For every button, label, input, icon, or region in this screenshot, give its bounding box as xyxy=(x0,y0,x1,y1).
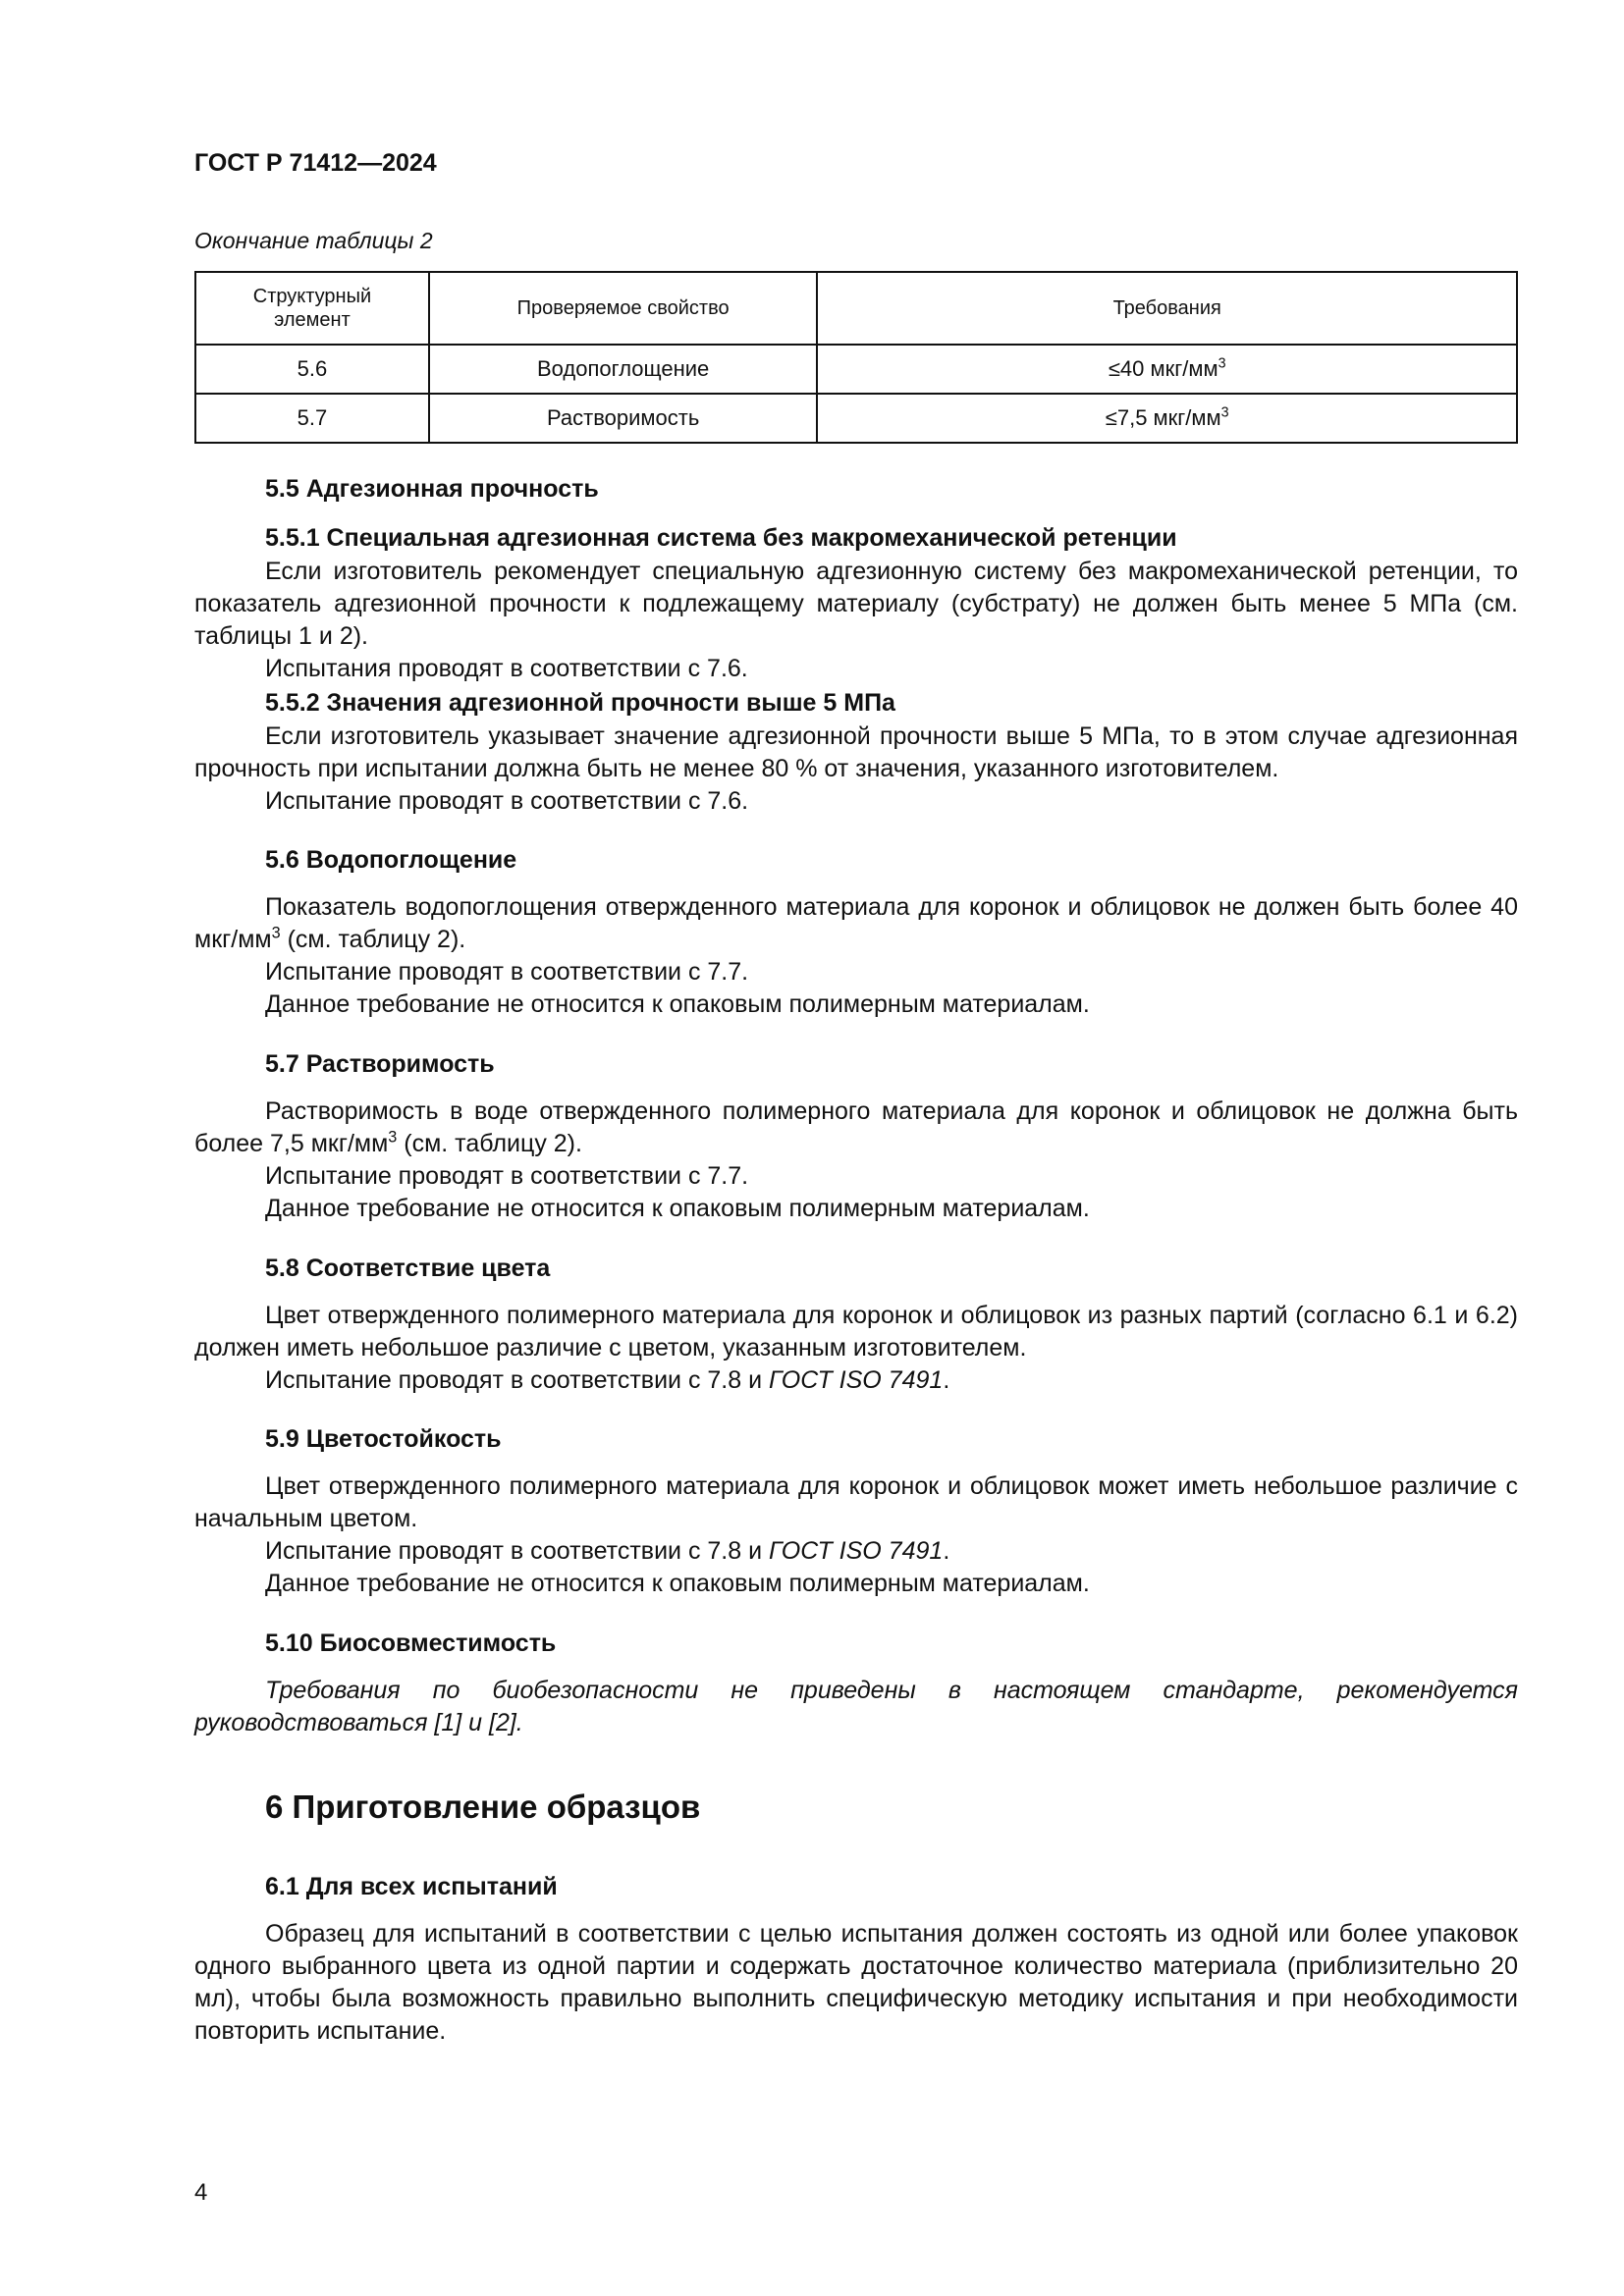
column-header: Требования xyxy=(817,272,1517,345)
paragraph xyxy=(194,1535,1518,1568)
cell-property: Водопоглощение xyxy=(429,345,817,394)
table-row xyxy=(195,345,1517,394)
standard-reference: ГОСТ ISO 7491 xyxy=(769,1366,944,1394)
requirements-table xyxy=(194,271,1518,444)
table-caption: Окончание таблицы 2 xyxy=(194,228,433,253)
section-5-6-body xyxy=(194,891,1518,1021)
section-heading-5-7: 5.7 Растворимость xyxy=(265,1050,495,1078)
section-heading-5-5-1: 5.5.1 Специальная адгезионная система без макромеханической ретенции xyxy=(265,524,1177,552)
cell-property: Растворимость xyxy=(429,394,817,443)
paragraph: Испытания проводят в соответствии с 7.6. xyxy=(265,655,748,682)
text: (см. таблицу 2). xyxy=(397,1130,582,1157)
superscript: 3 xyxy=(388,1128,398,1147)
paragraph: Данное требование не относится к опаковым полимерным материалам. xyxy=(265,990,1090,1018)
paragraph: Если изготовитель указывает значение адгезионной прочности выше 5 МПа, то в этом случае адгезионная прочность при испытании должна быть не менее 80 % от значения, указанного изготовителем. xyxy=(194,722,1518,782)
text: (см. таблицу 2). xyxy=(280,926,466,953)
section-5-10-body xyxy=(194,1675,1518,1739)
column-header: Проверяемое свойство xyxy=(429,272,817,345)
table-row xyxy=(195,394,1517,443)
text: Испытание проводят в соответствии с 7.8 и xyxy=(265,1537,770,1565)
superscript: 3 xyxy=(1218,355,1226,372)
paragraph: Испытание проводят в соответствии с 7.7. xyxy=(265,958,749,986)
cell-requirement xyxy=(817,345,1517,394)
section-heading-5-8: 5.8 Соответствие цвета xyxy=(265,1255,551,1282)
superscript: 3 xyxy=(1220,404,1229,421)
document-code: ГОСТ Р 71412—2024 xyxy=(194,149,437,177)
paragraph xyxy=(194,1095,1518,1160)
text: . xyxy=(943,1366,950,1394)
requirement-value: ≤7,5 мкг/мм xyxy=(1105,405,1221,430)
table-header-row xyxy=(195,272,1517,345)
section-5-8-body xyxy=(194,1300,1518,1397)
paragraph: Испытание проводят в соответствии с 7.6. xyxy=(265,787,749,815)
cell-requirement xyxy=(817,394,1517,443)
paragraph: Если изготовитель рекомендует специальную адгезионную систему без макромеханической ретенции, то показатель адгезионной прочности к подлежащему материалу (субстрату) не должен быть менее 5 МПа (см. таблицы 1 и 2). xyxy=(194,558,1518,650)
chapter-heading-6: 6 Приготовление образцов xyxy=(265,1789,701,1825)
section-heading-5-10: 5.10 Биосовместимость xyxy=(265,1629,557,1657)
paragraph: Образец для испытаний в соответствии с целью испытания должен состоять из одной или более упаковок одного выбранного цвета из одной партии и содержать достаточное количество материала (приблизительно 20 мл), чтобы была возможность правильно выполнить специфическую методику испытания и при необходимости повторить испытание. xyxy=(194,1920,1518,2045)
text: . xyxy=(943,1537,950,1565)
section-6-1-body xyxy=(194,1918,1518,2048)
section-5-7-body xyxy=(194,1095,1518,1225)
section-5-5-2-body xyxy=(194,721,1518,818)
section-heading-5-6: 5.6 Водопоглощение xyxy=(265,846,517,874)
section-5-5-1-body xyxy=(194,556,1518,685)
text: Показатель водопоглощения отвержденного материала для коронок и облицовок не должен быть более 40 мкг/мм xyxy=(194,893,1518,953)
standard-reference: ГОСТ ISO 7491 xyxy=(769,1537,944,1565)
paragraph xyxy=(194,891,1518,956)
section-heading-6-1: 6.1 Для всех испытаний xyxy=(265,1873,558,1900)
paragraph: Испытание проводят в соответствии с 7.7. xyxy=(265,1162,749,1190)
paragraph: Данное требование не относится к опаковым полимерным материалам. xyxy=(265,1195,1090,1222)
cell-element: 5.6 xyxy=(195,345,429,394)
paragraph: Цвет отвержденного полимерного материала для коронок и облицовок из разных партий (согласно 6.1 и 6.2) должен иметь небольшое различие с цветом, указанным изготовителем. xyxy=(194,1302,1518,1362)
section-heading-5-9: 5.9 Цветостойкость xyxy=(265,1425,502,1453)
text: Растворимость в воде отвержденного полимерного материала для коронок и облицовок не должна быть более 7,5 мкг/мм xyxy=(194,1097,1518,1157)
page-number: 4 xyxy=(194,2179,208,2206)
column-header: Структурный элемент xyxy=(195,272,429,345)
paragraph: Данное требование не относится к опаковым полимерным материалам. xyxy=(265,1570,1090,1597)
section-heading-5-5-2: 5.5.2 Значения адгезионной прочности выше 5 МПа xyxy=(265,689,895,717)
paragraph xyxy=(194,1364,1518,1397)
cell-element: 5.7 xyxy=(195,394,429,443)
text: Испытание проводят в соответствии с 7.8 и xyxy=(265,1366,770,1394)
paragraph: Требования по биобезопасности не приведены в настоящем стандарте, рекомендуется руководствоваться [1] и [2]. xyxy=(194,1677,1518,1736)
superscript: 3 xyxy=(271,924,281,942)
paragraph: Цвет отвержденного полимерного материала для коронок и облицовок может иметь небольшое различие с начальным цветом. xyxy=(194,1472,1518,1532)
section-5-9-body xyxy=(194,1470,1518,1600)
requirement-value: ≤40 мкг/мм xyxy=(1108,356,1218,381)
section-heading-5-5: 5.5 Адгезионная прочность xyxy=(265,475,599,503)
